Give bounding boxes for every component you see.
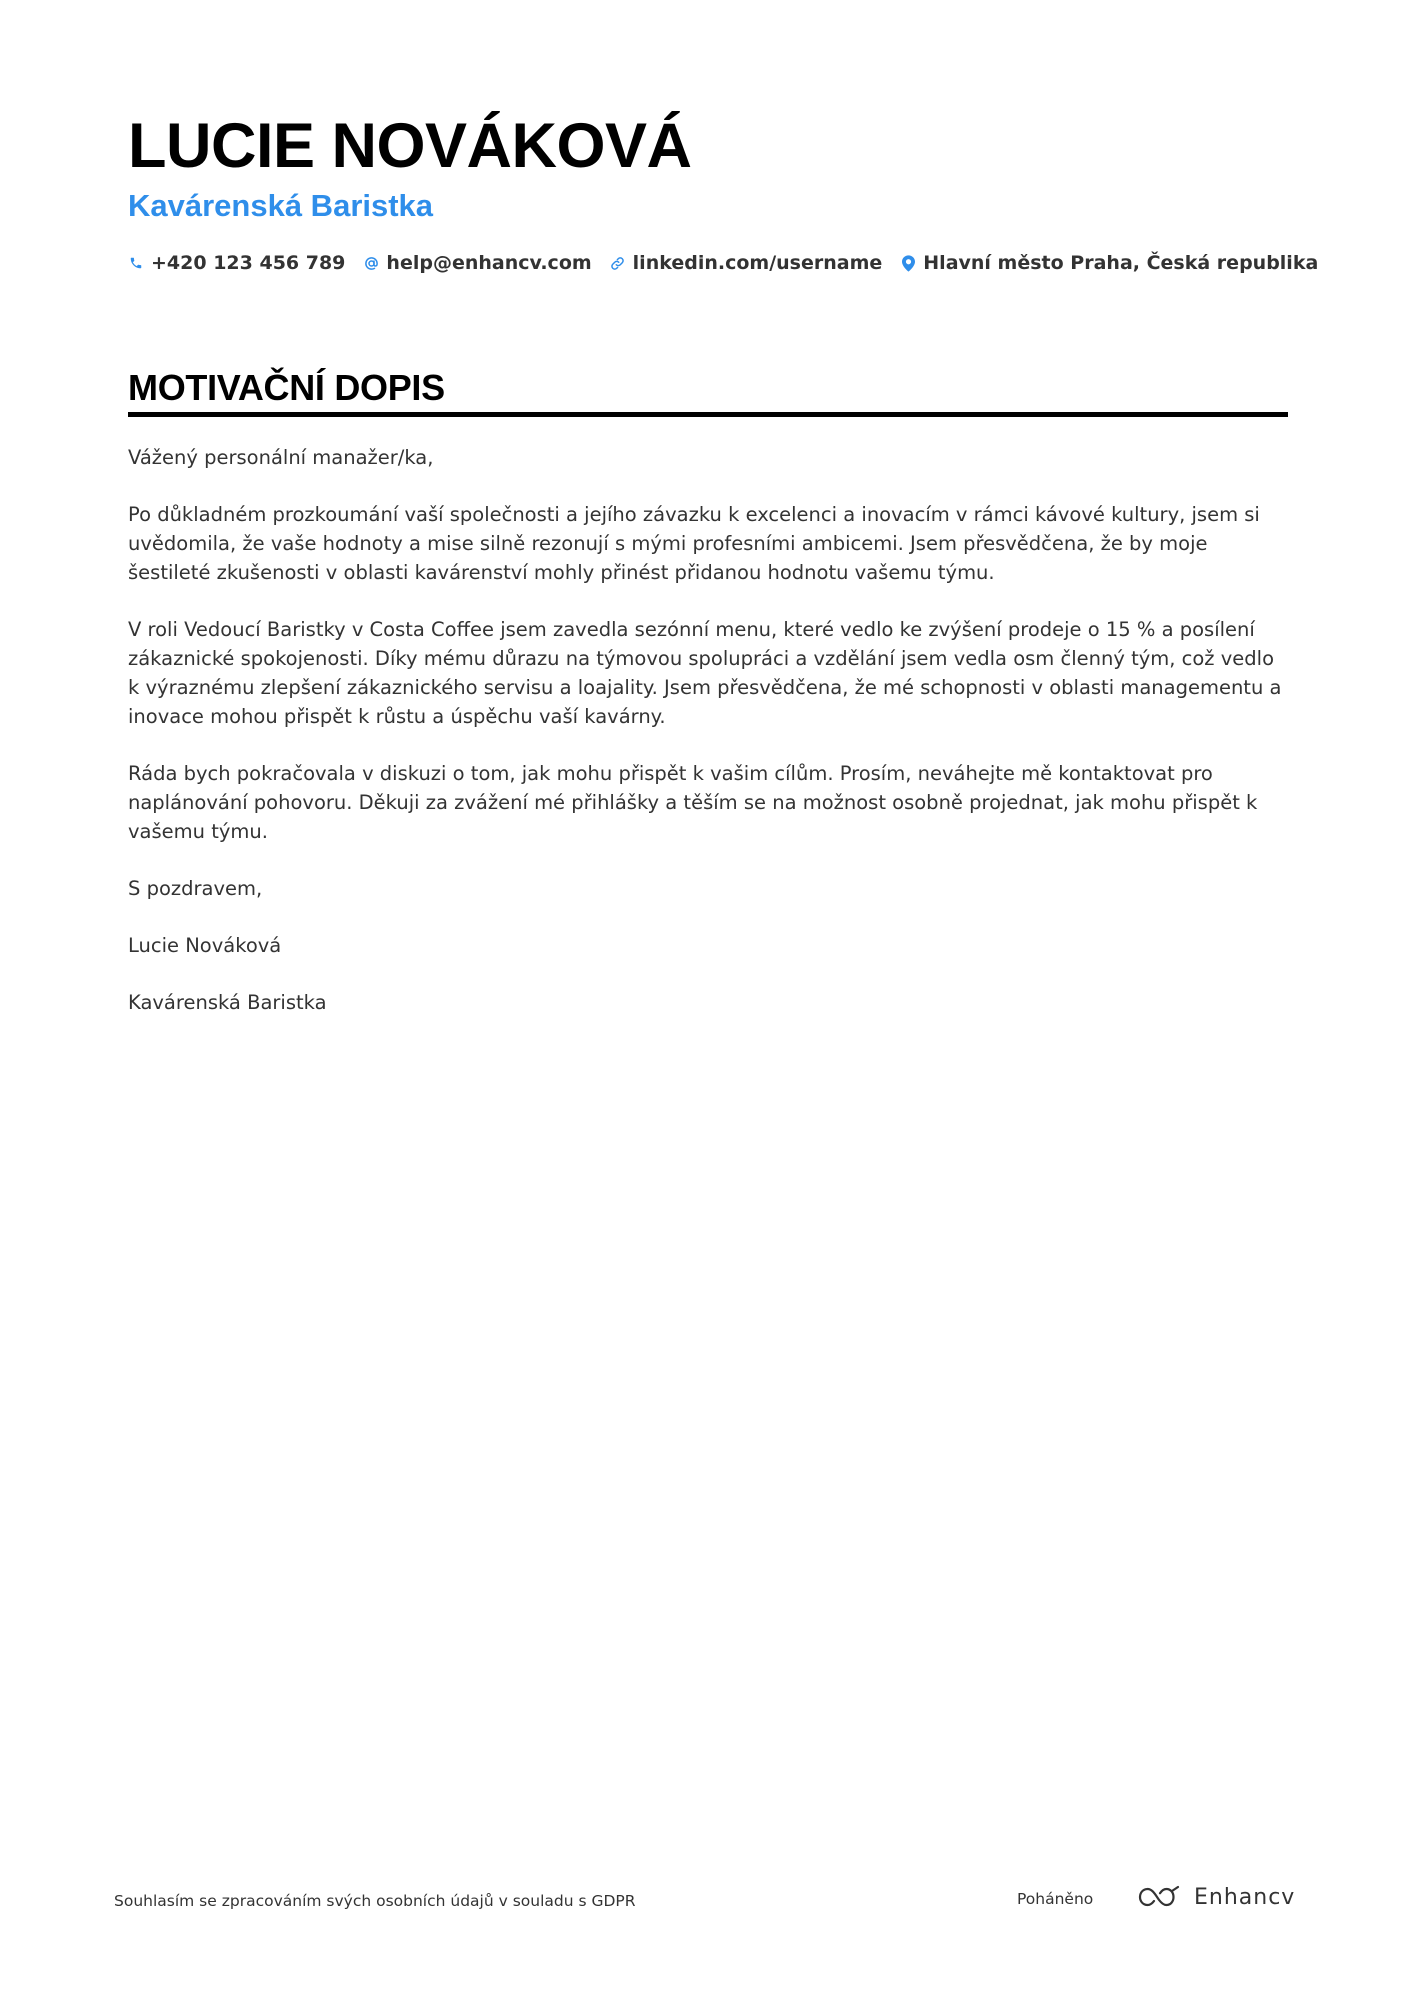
- phone-icon: [128, 253, 144, 273]
- gdpr-consent-text: Souhlasím se zpracováním svých osobních údajů v souladu s GDPR: [114, 1892, 636, 1910]
- at-icon: [363, 253, 379, 273]
- letter-greeting: Vážený personální manažer/ka,: [128, 446, 434, 469]
- header: [128, 108, 1319, 278]
- location-pin-icon: [900, 253, 916, 273]
- letter-paragraph: V roli Vedoucí Baristky v Costa Coffee jsem zavedla sezónní menu, které vedlo ke zvýšení prodeje o 15 % a posílení zákaznické spokojenosti. Díky mému důrazu na týmovou spolupráci a vzdělání jsem vedla osm členný tým, což vedlo k výraznému zlepšení zákaznického servisu a loajality. Jsem přesvědčena, že mé schopnosti v oblasti managementu a inovace mohou přispět k růstu a úspěchu vaší kavárny.: [128, 618, 1282, 728]
- link-icon: [610, 253, 626, 273]
- letter-closing: S pozdravem,: [128, 877, 263, 900]
- email-text: help@enhancv.com: [386, 252, 592, 274]
- contact-phone[interactable]: [128, 252, 345, 274]
- phone-text: +420 123 456 789: [151, 252, 346, 274]
- linkedin-text: linkedin.com/username: [632, 252, 883, 274]
- signature-title: Kavárenská Baristka: [128, 991, 327, 1014]
- letter-paragraph: Po důkladném prozkoumání vaší společnosti a jejího závazku k excelenci a inovacím v rámci kávové kultury, jsem si uvědomila, že vaše hodnoty a mise silně rezonují s mými profesními ambicemi. Jsem přesvědčena, že by moje šestileté zkušenosti v oblasti kavárenství mohly přinést přidanou hodnotu vašemu týmu.: [128, 503, 1260, 584]
- letter-paragraph: Ráda bych pokračovala v diskuzi o tom, jak mohu přispět k vašim cílům. Prosím, neváhejte mě kontaktovat pro naplánování pohovoru. Děkuji za zvážení mé přihlášky a těším se na možnost osobně projednat, jak mohu přispět k vašemu týmu.: [128, 762, 1258, 843]
- signature-name: Lucie Nováková: [128, 934, 282, 957]
- letter-body: [128, 443, 1288, 1017]
- enhancv-logo-icon: [1136, 1884, 1182, 1910]
- contact-location: [900, 252, 1318, 274]
- footer: [114, 1882, 1296, 1922]
- enhancv-logo[interactable]: [1136, 1884, 1295, 1910]
- cover-letter-section: [128, 366, 1288, 1045]
- candidate-name: LUCIE NOVÁKOVÁ: [128, 111, 692, 181]
- contact-row: [128, 248, 1319, 278]
- contact-linkedin[interactable]: [610, 252, 883, 274]
- location-text: Hlavní město Praha, Česká republika: [923, 252, 1319, 274]
- candidate-title: Kavárenská Baristka: [128, 188, 434, 223]
- section-heading: MOTIVAČNÍ DOPIS: [128, 366, 1288, 417]
- enhancv-brand-name: Enhancv: [1194, 1884, 1296, 1910]
- contact-email[interactable]: [363, 252, 591, 274]
- powered-by-label: Poháněno: [1017, 1890, 1094, 1908]
